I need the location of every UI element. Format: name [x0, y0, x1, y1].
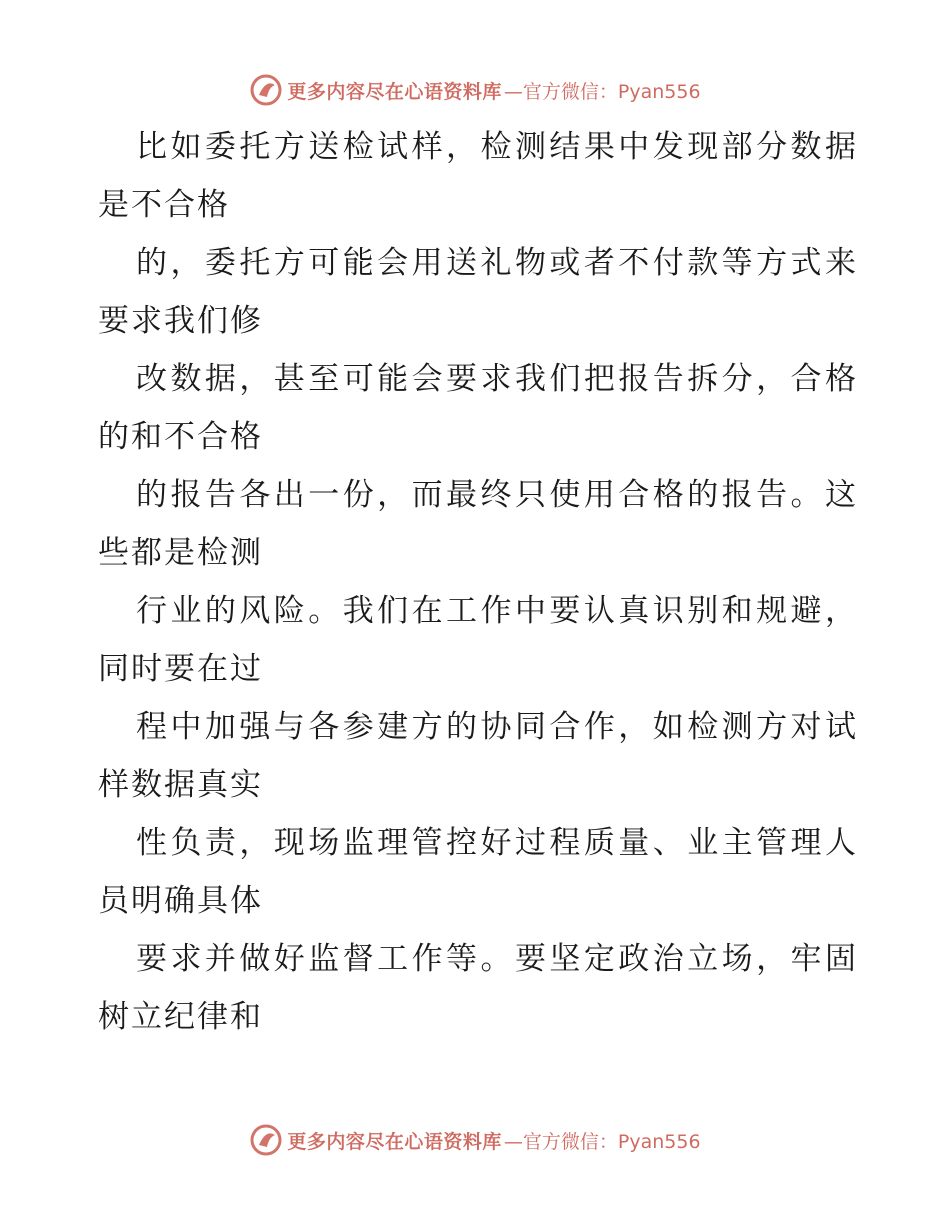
paragraph: 行业的风险。我们在工作中要认真识别和规避，同时要在过 [98, 593, 858, 687]
banner-wechat: —官方微信：Pyan556 [503, 1130, 701, 1153]
paragraph: 性负责，现场监理管控好过程质量、业主管理人员明确具体 [98, 825, 858, 919]
banner-text: 更多内容尽在心语资料库 [287, 1130, 502, 1153]
seal-logo-icon [249, 73, 283, 107]
paragraph: 的，委托方可能会用送礼物或者不付款等方式来要求我们修 [98, 245, 858, 339]
seal-logo-icon [249, 1123, 283, 1157]
paragraph: 要求并做好监督工作等。要坚定政治立场，牢固树立纪律和 [98, 941, 858, 1035]
paragraph: 比如委托方送检试样，检测结果中发现部分数据是不合格 [98, 129, 858, 223]
footer-banner [0, 1120, 950, 1160]
banner-wechat: —官方微信：Pyan556 [503, 80, 701, 103]
paragraph: 改数据，甚至可能会要求我们把报告拆分，合格的和不合格 [98, 361, 858, 455]
paragraph: 程中加强与各参建方的协同合作，如检测方对试样数据真实 [98, 709, 858, 803]
banner-text: 更多内容尽在心语资料库 [287, 80, 502, 103]
paragraph: 的报告各出一份，而最终只使用合格的报告。这些都是检测 [98, 477, 858, 571]
header-banner [0, 70, 950, 110]
document-body [98, 118, 858, 1046]
